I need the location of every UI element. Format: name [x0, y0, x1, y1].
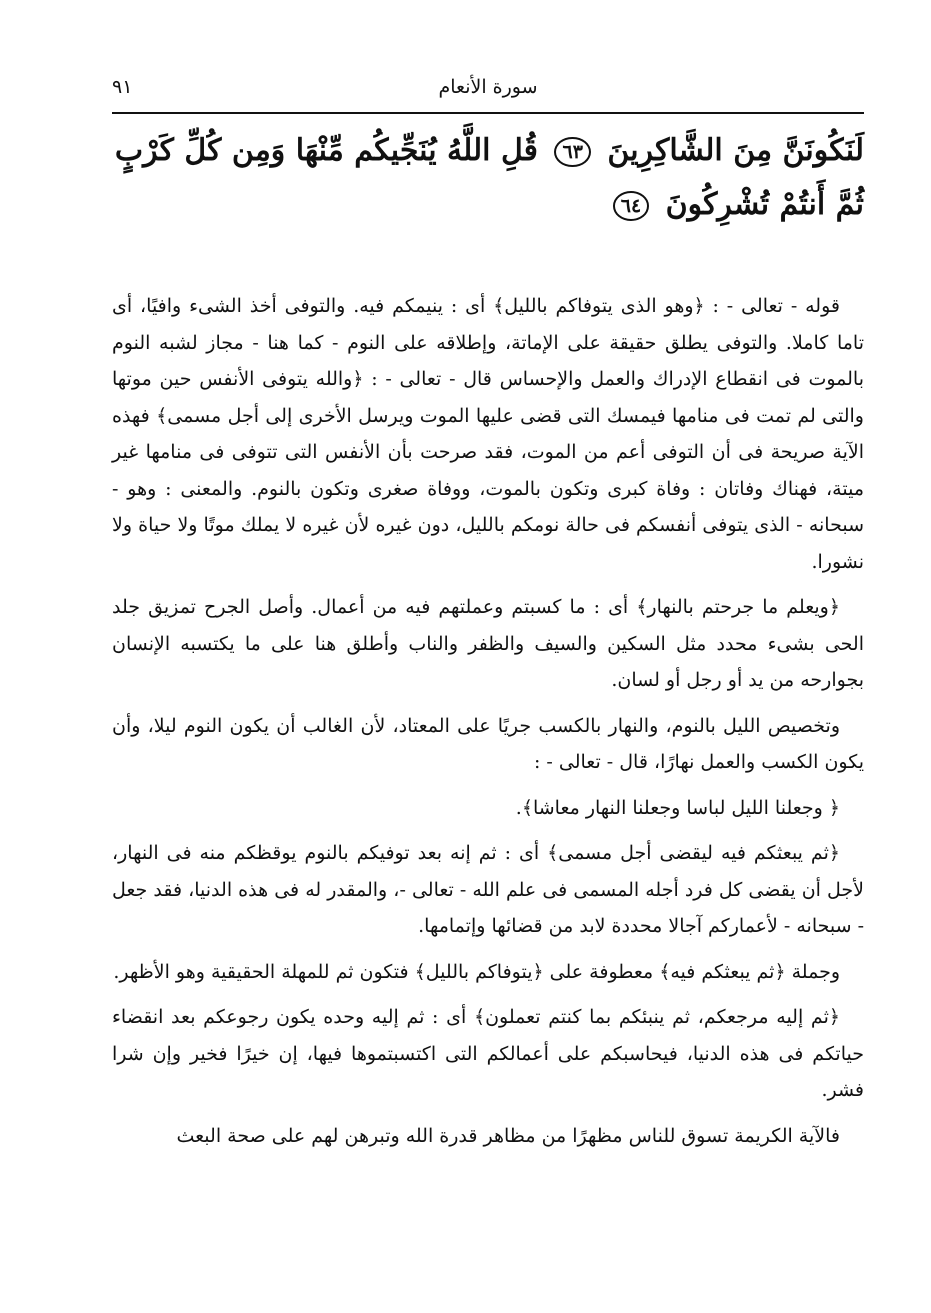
verse-text-2: ثُمَّ أَنتُمْ تُشْرِكُونَ — [665, 187, 864, 222]
verse-line-1 — [112, 124, 864, 178]
page-header — [112, 70, 864, 110]
paragraph: ﴿ وجعلنا الليل لباسا وجعلنا النهار معاشا﴾. — [515, 796, 840, 819]
verse-line-2 — [112, 178, 864, 232]
quran-verse-block — [112, 124, 864, 232]
paragraph: فالآية الكريمة تسوق للناس مظهرًا من مظاهر قدرة الله وتبرهن لهم على صحة البعث — [176, 1124, 840, 1147]
verse-number-mark: ٦٤ — [613, 191, 649, 221]
verse-text-1b: قُلِ اللَّهُ يُنَجِّيكُم مِّنْهَا وَمِن كُلِّ كَرْبٍ — [114, 133, 539, 168]
page-number: ٩١ — [112, 76, 133, 98]
paragraph: قوله - تعالى - : ﴿وهو الذى يتوفاكم بالليل﴾ أى : ينيمكم فيه. والتوفى أخذ الشىء وافيًا، أى تاما كاملا. والتوفى يطلق حقيقة على الإماتة، وإطلاقه على النوم - كما هنا - مجاز لشبه النوم بالموت فى انقطاع الإدراك والعمل والإحساس قال - تعالى - : ﴿والله يتوفى الأنفس حين موتها والتى لم تمت فى منامها فيمسك التى قضى عليها الموت ويرسل الأخرى إلى أجل مسمى﴾ فهذه الآية صريحة فى أن التوفى أعم من الموت، فقد صرحت بأن الأنفس التى تتوفى فى منامها غير ميتة، فهناك وفاتان : وفاة كبرى وتكون بالموت، ووفاة صغرى وتكون بالنوم. والمعنى : وهو - سبحانه - الذى يتوفى أنفسكم فى حالة نومكم بالليل، دون غيره لأن غيره لا يملك موتًا ولا حياة ولا نشورا. — [112, 295, 864, 573]
verse-text-1a: لَنَكُونَنَّ مِنَ الشَّاكِرِينَ — [607, 133, 864, 168]
surah-title: سورة الأنعام — [438, 76, 538, 98]
paragraph: وتخصيص الليل بالنوم، والنهار بالكسب جريًا على المعتاد، لأن الغالب أن يكون النوم ليلا، وأن يكون الكسب والعمل نهارًا، قال - تعالى - : — [112, 714, 864, 773]
paragraph: ﴿ثم إليه مرجعكم، ثم ينبئكم بما كنتم تعملون﴾ أى : ثم إليه وحده يكون رجوعكم بعد انقضاء حياتكم فى هذه الدنيا، فيحاسبكم على أعمالكم التى اكتسبتموها فيها، إن خيرًا فخير وإن شرا فشر. — [112, 1006, 864, 1101]
commentary-body — [112, 288, 864, 1163]
paragraph: ﴿ويعلم ما جرحتم بالنهار﴾ أى : ما كسبتم وعملتهم فيه من أعمال. وأصل الجرح تمزيق جلد الحى بشىء محدد مثل السكين والسيف والظفر والناب وأطلق هنا على ما يكتسبه الإنسان بجوارحه من يد أو رجل أو لسان. — [112, 596, 864, 691]
paragraph: وجملة ﴿ثم يبعثكم فيه﴾ معطوفة على ﴿يتوفاكم بالليل﴾ فتكون ثم للمهلة الحقيقية وهو الأظهر. — [113, 960, 840, 983]
verse-number-mark: ٦٣ — [554, 137, 590, 167]
header-divider — [112, 112, 864, 114]
paragraph: ﴿ثم يبعثكم فيه ليقضى أجل مسمى﴾ أى : ثم إنه بعد توفيكم بالنوم يوقظكم منه فى النهار، لأجل أن يقضى كل فرد أجله المسمى فى علم الله - تعالى -، والمقدر له فى هذه الدنيا، فقد جعل - سبحانه - لأعماركم آجالا محددة لابد من قضائها وإتمامها. — [112, 842, 864, 937]
